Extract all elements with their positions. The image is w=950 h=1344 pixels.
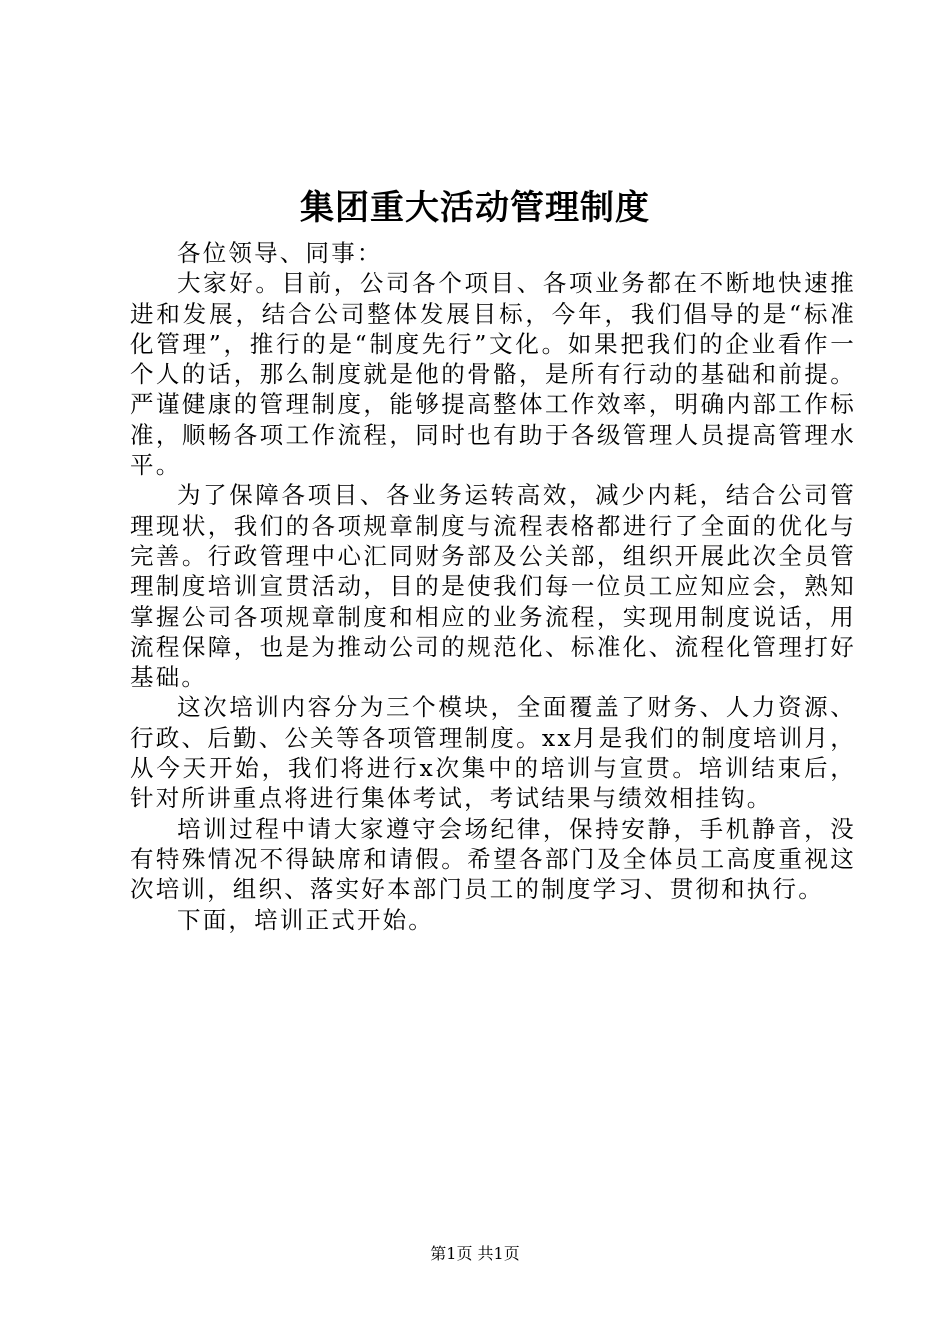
paragraph-2: 为了保障各项目、各业务运转高效，减少内耗，结合公司管理现状，我们的各项规章制度与流程表格都进行了全面的优化与完善。行政管理中心汇同财务部及公关部，组织开展此次全员管理制度培训宣贯活动，目的是使我们每一位员工应知应会，熟知掌握公司各项规章制度和相应的业务流程，实现用制度说话，用流程保障，也是为推动公司的规范化、标准化、流程化管理打好基础。 bbox=[130, 481, 856, 692]
paragraph-5: 下面，培训正式开始。 bbox=[177, 905, 434, 934]
page-footer: 第1页 共1页 bbox=[430, 1244, 520, 1263]
paragraph-3: 这次培训内容分为三个模块，全面覆盖了财务、人力资源、行政、后勤、公关等各项管理制度。xx月是我们的制度培训月，从今天开始，我们将进行x次集中的培训与宣贯。培训结束后，针对所讲重点将进行集体考试，考试结果与绩效相挂钩。 bbox=[130, 693, 856, 813]
document-body bbox=[130, 238, 856, 935]
salutation: 各位领导、同事： bbox=[177, 239, 383, 267]
paragraph-1: 大家好。目前，公司各个项目、各项业务都在不断地快速推进和发展，结合公司整体发展目标，今年，我们倡导的是“标准化管理”，推行的是“制度先行”文化。如果把我们的企业看作一个人的话，那么制度就是他的骨骼，是所有行动的基础和前提。严谨健康的管理制度，能够提高整体工作效率，明确内部工作标准，顺畅各项工作流程，同时也有助于各级管理人员提高管理水平。 bbox=[130, 269, 856, 480]
document-title: 集团重大活动管理制度 bbox=[300, 188, 650, 228]
paragraph-4: 培训过程中请大家遵守会场纪律，保持安静，手机静音，没有特殊情况不得缺席和请假。希望各部门及全体员工高度重视这次培训，组织、落实好本部门员工的制度学习、贯彻和执行。 bbox=[130, 814, 856, 904]
